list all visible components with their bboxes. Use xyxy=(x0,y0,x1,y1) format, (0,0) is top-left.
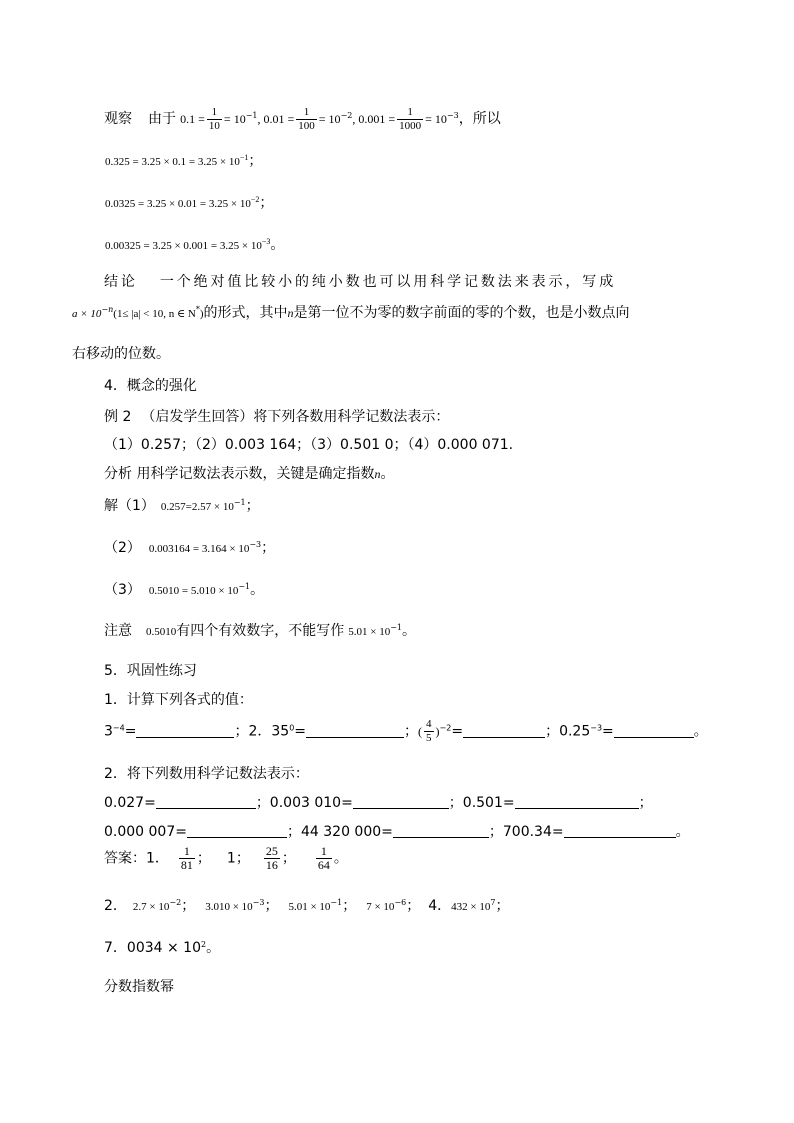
answer-sep-3: ； xyxy=(281,850,296,867)
eq3-fraction: $\frac{1}{1000}$ xyxy=(399,106,422,132)
example-3-end: 。 xyxy=(270,237,285,253)
example-1-exp: −1 xyxy=(239,153,249,162)
answer-2-3-exp: −1 xyxy=(330,898,343,907)
answer-4-fraction: $\frac{1}{64}$ xyxy=(317,844,330,872)
section-4-title: 4．概念的强化 xyxy=(104,378,197,394)
solution-1-expr: 0.257=2.57 × 10 xyxy=(160,501,234,513)
solution-3-exp: −1 xyxy=(238,582,251,591)
q1-sep-2: ； xyxy=(404,723,419,740)
answer-2-6-exp: 2 xyxy=(200,940,207,949)
answer-2-3-end: ； xyxy=(342,898,357,914)
example-2-line xyxy=(104,410,449,424)
q1-c-eq: = xyxy=(451,723,464,740)
answer-blank[interactable] xyxy=(136,725,234,738)
eq2-fraction: $\frac{1}{100}$ xyxy=(298,106,315,132)
q1-d: 0.25 xyxy=(559,723,591,740)
note-text: 有四个有效数字，不能写作 xyxy=(176,623,345,639)
solution-1-prefix: 解（1） xyxy=(104,498,155,514)
note-expr: 5.01 × 10 xyxy=(348,626,391,638)
answer-2-3: 5.01 × 10 xyxy=(288,901,331,913)
formula-a: a × 10 xyxy=(72,308,102,320)
q1-a: 3 xyxy=(104,723,113,740)
solution-3-line xyxy=(104,583,264,597)
analysis-end: 。 xyxy=(380,466,395,482)
conclusion-label: 结论 xyxy=(104,274,138,290)
q2-item: ；0.003 010= xyxy=(255,795,353,811)
q2-item: ；0.501= xyxy=(448,795,515,811)
solution-1-end: ； xyxy=(245,498,260,514)
answer-2-5: 432 × 10 xyxy=(451,901,491,913)
eq1-lhs: 0.1 = xyxy=(180,112,205,126)
eq2-exp: −2 xyxy=(340,111,353,120)
answer-row-2 xyxy=(104,899,509,913)
solution-2-line xyxy=(104,541,275,555)
solution-2-exp: −3 xyxy=(249,540,262,549)
q2-item: ； xyxy=(638,795,653,811)
solution-3-expr: 0.5010 = 5.010 × 10 xyxy=(148,585,239,597)
answer-2-6-end: 。 xyxy=(206,940,221,956)
answer-2-2-exp: −3 xyxy=(252,898,265,907)
answer-row-3 xyxy=(104,941,220,955)
q2-item: 0.000 007= xyxy=(104,824,187,840)
analysis-line xyxy=(104,467,394,481)
observe-line xyxy=(104,106,501,133)
example-line-3 xyxy=(105,238,284,252)
observe-label: 观察 xyxy=(104,111,132,127)
answer-row-1 xyxy=(104,845,348,872)
eq3-lhs: , 0.001 = xyxy=(352,112,396,126)
question-1-row: $3^{-4}=$ ；2．$35^0=$ ；( $\frac{4}{5}$ )$^{-2}$= ；$0.25^{-3}=$ 。 xyxy=(104,718,708,744)
answer-blank[interactable] xyxy=(306,725,404,738)
answer-blank[interactable] xyxy=(463,725,545,738)
formula-exp: −n xyxy=(101,305,114,314)
answer-blank[interactable] xyxy=(156,796,256,809)
q1-sep-3: ； xyxy=(545,723,560,740)
observe-since: 由于 xyxy=(148,111,176,127)
answer-blank[interactable] xyxy=(187,825,287,838)
example-1-expr: 0.325 = 3.25 × 0.1 = 3.25 × 10 xyxy=(105,156,240,168)
conclusion-text-2: 的形式，其中 xyxy=(203,305,288,321)
q1-a-exp: −4 xyxy=(112,723,125,733)
note-end: 。 xyxy=(402,623,417,639)
conclusion-text-3: 是第一位不为零的数字前面的零的个数，也是小数点向 xyxy=(293,305,630,321)
answer-2-1-end: ； xyxy=(181,898,196,914)
answer-1-fraction: $\frac{1}{81}$ xyxy=(180,844,193,872)
q2-item: 。 xyxy=(675,824,690,840)
conclusion-line-2 xyxy=(72,306,630,320)
conclusion-n-var: n xyxy=(287,306,294,320)
question-2-row-1 xyxy=(104,796,653,810)
q1-c-exp: −2 xyxy=(439,723,452,733)
answer-label: 答案：1． xyxy=(104,850,169,867)
answer-2-5-exp: 7 xyxy=(490,898,496,907)
example-3-exp: −3 xyxy=(261,237,271,246)
question-1-title: 1．计算下列各式的值： xyxy=(104,692,253,708)
example-line-2 xyxy=(105,196,273,210)
answer-blank[interactable] xyxy=(614,725,694,738)
example-2-items: （1）0.257；（2）0.003 164；（3）0.501 0；（4）0.000 071. xyxy=(104,437,514,453)
note-label: 注意 xyxy=(104,623,132,639)
q1-a-eq: = xyxy=(124,723,137,740)
eq3-exp: −3 xyxy=(446,111,459,120)
example-2-expr: 0.0325 = 3.25 × 0.01 = 3.25 × 10 xyxy=(105,198,251,210)
eq1-fraction: $\frac{1}{10}$ xyxy=(208,106,220,132)
q1-c-fraction: $\frac{4}{5}$ xyxy=(426,718,432,744)
note-exp: −1 xyxy=(390,623,403,632)
conclusion-line-1 xyxy=(104,275,616,289)
answer-2-1: 2.7 × 10 xyxy=(132,901,170,913)
q2-item: 0.027= xyxy=(104,795,156,811)
answer-2: 1； xyxy=(226,850,250,867)
analysis-var: n xyxy=(374,467,381,481)
next-section-heading: 分数指数幂 xyxy=(104,979,174,995)
solution-2-prefix: （2） xyxy=(104,540,141,556)
example-2-exp: −2 xyxy=(250,195,260,204)
note-line xyxy=(104,624,416,638)
example-3-expr: 0.00325 = 3.25 × 0.001 = 3.25 × 10 xyxy=(105,240,262,252)
answer-blank[interactable] xyxy=(515,796,639,809)
q1-end: 。 xyxy=(693,723,708,740)
answer-3-fraction: $\frac{25}{16}$ xyxy=(265,844,278,872)
answer-blank[interactable] xyxy=(564,825,676,838)
formula-close: ) xyxy=(199,308,204,320)
example-2-text: （启发学生回答）将下列各数用科学记数法表示： xyxy=(141,409,450,425)
solution-3-end: 。 xyxy=(250,582,265,598)
answer-2-label: 2． xyxy=(104,898,127,914)
solution-2-end: ； xyxy=(261,540,276,556)
answer-2-4-exp: −6 xyxy=(394,898,407,907)
example-line-1 xyxy=(105,154,262,168)
q2-item: ；700.34= xyxy=(488,824,564,840)
eq2-lhs: , 0.01 = xyxy=(257,112,295,126)
q1-b-eq: = xyxy=(294,723,307,740)
example-2-end: ； xyxy=(259,195,274,211)
answer-sep-1: ； xyxy=(196,850,211,867)
answer-2-6: 7．0034 × 10 xyxy=(104,940,201,956)
section-5-title: 5．巩固性练习 xyxy=(104,663,197,679)
example-2-label: 例 2 xyxy=(104,409,132,425)
eq3-rhs: = 10 xyxy=(425,112,447,126)
question-2-title: 2．将下列数用科学记数法表示： xyxy=(104,766,309,782)
analysis-text: 分析 用科学记数法表示数，关键是确定指数 xyxy=(104,466,375,482)
answer-2-4-end: ； xyxy=(406,898,421,914)
formula-star: * xyxy=(195,305,200,314)
q1-d-eq: = xyxy=(602,723,614,740)
formula-rest: (1≤ |a| < 10, n ∈ N xyxy=(113,308,196,320)
solution-1-line xyxy=(104,499,260,513)
q1-sep-1: ；2． xyxy=(234,723,272,740)
question-2-row-2 xyxy=(104,825,690,839)
q1-b-exp: 0 xyxy=(289,723,295,733)
note-num: 0.5010 xyxy=(146,626,177,638)
conclusion-line-3: 右移动的位数。 xyxy=(72,346,170,362)
answer-end: 。 xyxy=(333,850,348,867)
q1-d-exp: −3 xyxy=(590,723,603,733)
q2-item: ；44 320 000= xyxy=(286,824,393,840)
q1-b: 35 xyxy=(271,723,290,740)
answer-2-5-label: 4． xyxy=(428,898,452,914)
solution-1-exp: −1 xyxy=(233,498,246,507)
answer-blank[interactable] xyxy=(353,796,449,809)
eq1-rhs: = 10 xyxy=(223,112,246,126)
example-1-end: ； xyxy=(248,153,263,169)
answer-2-2: 3.010 × 10 xyxy=(205,901,253,913)
answer-2-2-end: ； xyxy=(264,898,279,914)
eq1-exp: −1 xyxy=(245,111,258,120)
answer-2-4: 7 × 10 xyxy=(366,901,395,913)
conclusion-text-1: 一个绝对值比较小的纯小数也可以用科学记数法来表示，写成 xyxy=(159,274,617,290)
solution-2-expr: 0.003164 = 3.164 × 10 xyxy=(148,543,250,555)
eq2-rhs: = 10 xyxy=(318,112,341,126)
solution-3-prefix: （3） xyxy=(104,582,141,598)
answer-2-1-exp: −2 xyxy=(169,898,182,907)
observe-so: ，所以 xyxy=(458,111,501,127)
answer-2-5-end: ； xyxy=(495,898,510,914)
answer-blank[interactable] xyxy=(393,825,489,838)
